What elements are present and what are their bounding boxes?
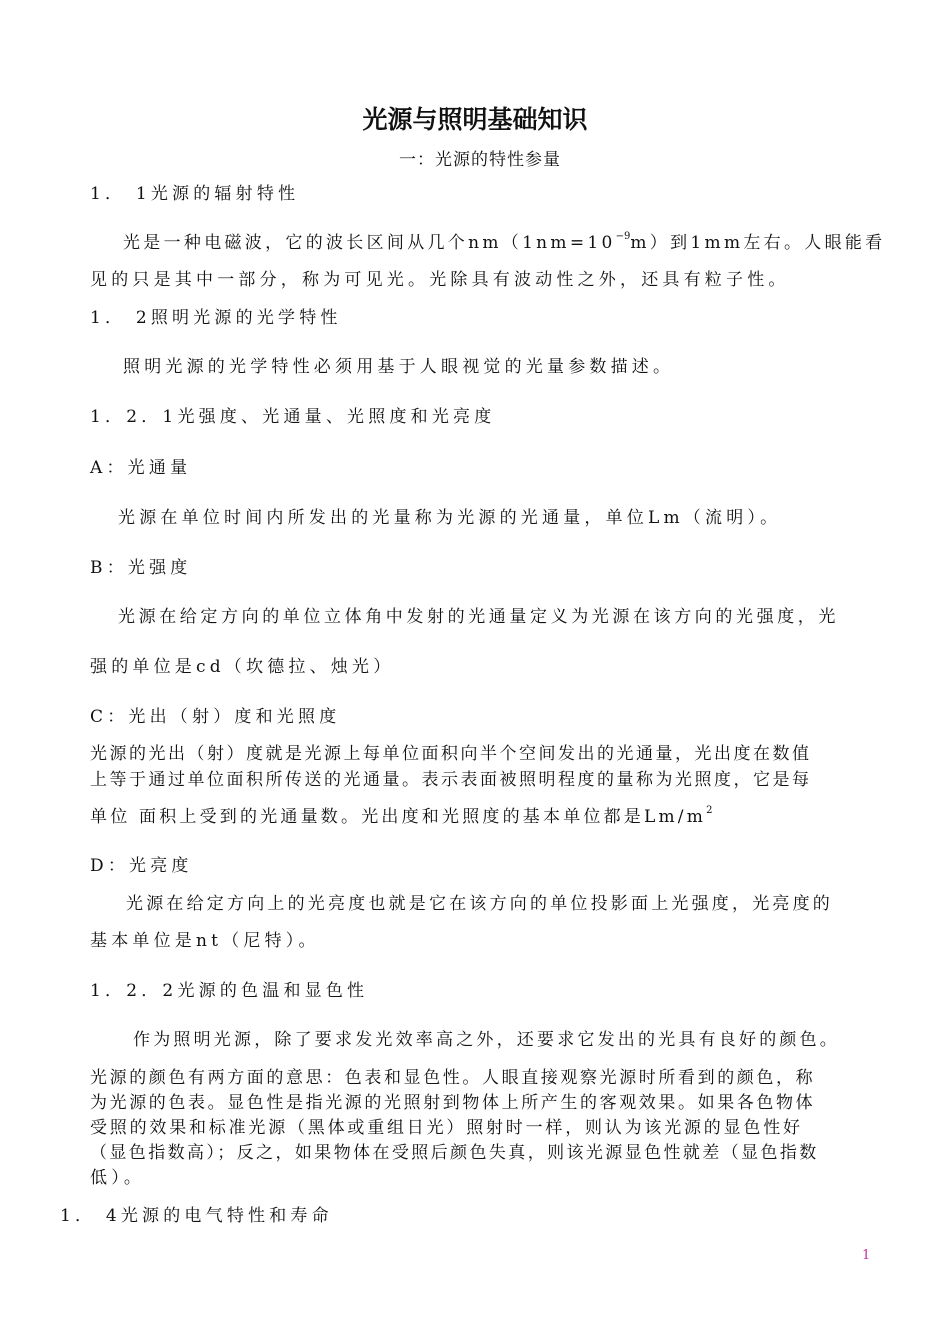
paragraph-line: 基本单位是nt（尼特）。 — [90, 931, 320, 951]
page-number: 1 — [862, 1248, 871, 1263]
subheading-luminous-intensity: B：光强度 — [90, 558, 192, 578]
subheading-luminance: D：光亮度 — [90, 856, 193, 876]
paragraph-line: 光源的颜色有两方面的意思：色表和显色性。人眼直接观察光源时所看到的颜色，称 — [90, 1068, 816, 1088]
heading-color-temperature: 1．2．2光源的色温和显色性 — [90, 981, 369, 1001]
heading-electrical: 1． 4光源的电气特性和寿命 — [60, 1206, 333, 1226]
paragraph-line: 照明光源的光学特性必须用基于人眼视觉的光量参数描述。 — [123, 357, 675, 377]
document-title: 光源与照明基础知识 — [362, 105, 588, 134]
paragraph-line: 光是一种电磁波，它的波长区间从几个$nm(1nm=10^{-9}m)$到1mm左右。人眼能看 — [123, 231, 886, 253]
heading-radiation: 1． 1光源的辐射特性 — [90, 184, 300, 204]
paragraph-line: （显色指数高）；反之，如果物体在受照后颜色失真，则该光源显色性就差（显色指数 — [90, 1143, 819, 1163]
paragraph-line: 受照的效果和标准光源（黑体或重组日光）照射时一样，则认为该光源的显色性好 — [90, 1118, 803, 1138]
paragraph-line: 低）。 — [90, 1168, 146, 1188]
paragraph-line: 光源的光出（射）度就是光源上每单位面积向半个空间发出的光通量，光出度在数值 — [90, 744, 812, 764]
subheading-illuminance: C：光出（射）度和光照度 — [90, 707, 341, 727]
paragraph-line: 光源在给定方向的单位立体角中发射的光通量定义为光源在该方向的光强度，光 — [118, 607, 839, 627]
paragraph-line: 作为照明光源，除了要求发光效率高之外，还要求它发出的光具有良好的颜色。 — [133, 1030, 840, 1050]
section-subtitle: 一：光源的特性参量 — [399, 150, 561, 170]
paragraph-line: 单位 面积上受到的光通量数。光出度和光照度的基本单位都是$Lm/m^2$ — [90, 805, 713, 827]
paragraph-line: 见的只是其中一部分，称为可见光。光除具有波动性之外，还具有粒子性。 — [90, 270, 790, 290]
paragraph-line: 上等于通过单位面积所传送的光通量。表示表面被照明程度的量称为光照度，它是每 — [90, 770, 812, 790]
paragraph-line: 光源在单位时间内所发出的光量称为光源的光通量，单位Lm（流明）。 — [118, 508, 782, 528]
subheading-luminous-flux: A：光通量 — [90, 458, 192, 478]
paragraph-line: 强的单位是cd（坎德拉、烛光） — [90, 657, 395, 677]
heading-light-quantities: 1．2．1光强度、光通量、光照度和光亮度 — [90, 407, 496, 427]
paragraph-line: 为光源的色表。显色性是指光源的光照射到物体上所产生的客观效果。如果各色物体 — [90, 1093, 816, 1113]
paragraph-line: 光源在给定方向上的光亮度也就是它在该方向的单位投影面上光强度，光亮度的 — [126, 894, 833, 914]
heading-optical: 1． 2照明光源的光学特性 — [90, 308, 342, 328]
